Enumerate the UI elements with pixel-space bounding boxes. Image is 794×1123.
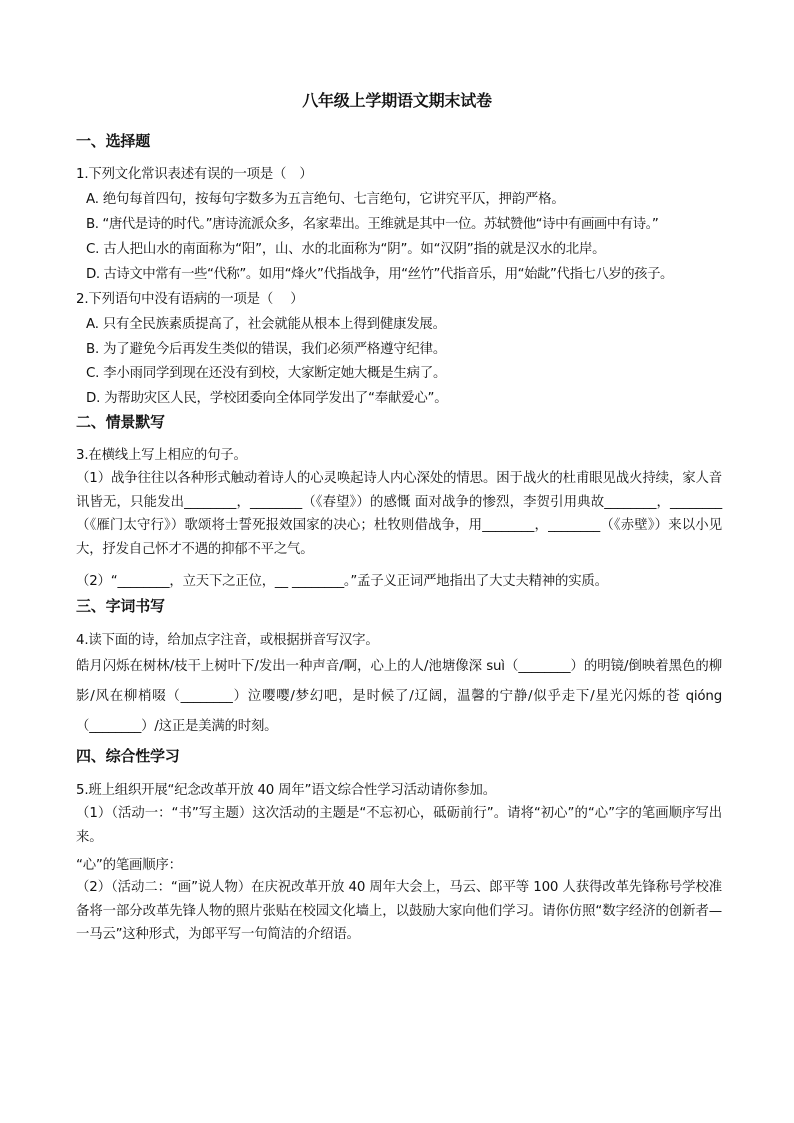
section-heading-comprehensive: 四、综合性学习 <box>76 747 180 765</box>
question-5-part-2: （2）（活动二：“画”说人物）在庆祝改革开放 40 周年大会上，马云、郎平等 100 人获得改革先锋称号学校准备将一部分改革先锋人物的照片张贴在校园文化墙上，以鼓励大家向他们学习。请你仿照“数字经济的创新者—一马云”这种形式，为郎平写一句简洁的介绍语。 <box>76 880 722 942</box>
page-title: 八年级上学期语文期末试卷 <box>302 91 492 110</box>
question-5-part-1: （1）（活动一：“书”写主题）这次活动的主题是“不忘初心，砥砺前行”。请将“初心”的“心”字的笔画顺序写出来。 <box>76 806 722 845</box>
question-1-option-b: B. “唐代是诗的时代。”唐诗流派众多，名家辈出。王维就是其中一位。苏轼赞他“诗中有画画中有诗。” <box>86 217 659 232</box>
question-4-poem: 皓月闪烁在树林/枝干上树叶下/发出一种声音/啊，心上的人/池塘像深 suì（________）的明镜/倒映着黑色的柳影/风在柳梢啜（________）泣嘤嘤/梦幻吧，是时候了/辽阔，温馨的宁静/似乎走下/星光闪烁的苍 qióng（________）/这正是美满的时刻。 <box>76 659 722 734</box>
question-2-option-b: B. 为了避免今后再发生类似的错误，我们必须严格遵守纪律。 <box>86 342 447 357</box>
question-2-option-c: C. 李小雨同学到现在还没有到校，大家断定她大概是生病了。 <box>86 366 447 381</box>
question-1-option-d: D. 古诗文中常有一些“代称”。如用“烽火”代指战争，用“丝竹”代指音乐，用“始龀”代指七八岁的孩子。 <box>86 267 673 282</box>
question-2-option-d: D. 为帮助灾区人民，学校团委向全体同学发出了“奉献爱心”。 <box>86 391 448 406</box>
section-heading-characters: 三、字词书写 <box>76 597 165 615</box>
question-1-stem: 1.下列文化常识表述有误的一项是（ ） <box>76 167 313 182</box>
section-heading-choice: 一、选择题 <box>76 132 151 150</box>
question-3-stem: 3.在横线上写上相应的句子。 <box>76 448 247 463</box>
question-1-option-c: C. 古人把山水的南面称为“阳”，山、水的北面称为“阴”。如“汉阴”指的就是汉水的北岸。 <box>86 242 606 257</box>
question-5-stroke-order-label: “心”的笔画顺序： <box>76 858 182 873</box>
question-2-stem: 2.下列语句中没有语病的一项是（ ） <box>76 292 304 307</box>
question-2-option-a: A. 只有全民族素质提高了，社会就能从根本上得到健康发展。 <box>86 317 446 332</box>
section-heading-recitation: 二、情景默写 <box>76 413 165 431</box>
question-3-part-2: （2）“________，立天下之正位，__ ________。”孟子义正词严地指出了大丈夫精神的实质。 <box>76 574 608 589</box>
question-3-part-1: （1）战争往往以各种形式触动着诗人的心灵唤起诗人内心深处的情思。困于战火的杜甫眼见战火持续，家人音讯皆无，只能发出________，________（《春望》）的感慨 面对战争的惨烈，李贺引用典故________，________（《雁门太守行》）歌颂将士誓死报效国家的决心；杜牧则借战争，用________，________（《赤壁》）来以小见大，抒发自己怀才不遇的抑郁不平之气。 <box>76 471 722 557</box>
question-4-stem: 4.读下面的诗，给加点字注音，或根据拼音写汉字。 <box>76 633 379 648</box>
question-5-stem: 5.班上组织开展“纪念改革开放 40 周年”语文综合性学习活动请你参加。 <box>76 783 496 798</box>
question-1-option-a: A. 绝句每首四句，按每句字数多为五言绝句、七言绝句，它讲究平仄，押韵严格。 <box>86 192 565 207</box>
